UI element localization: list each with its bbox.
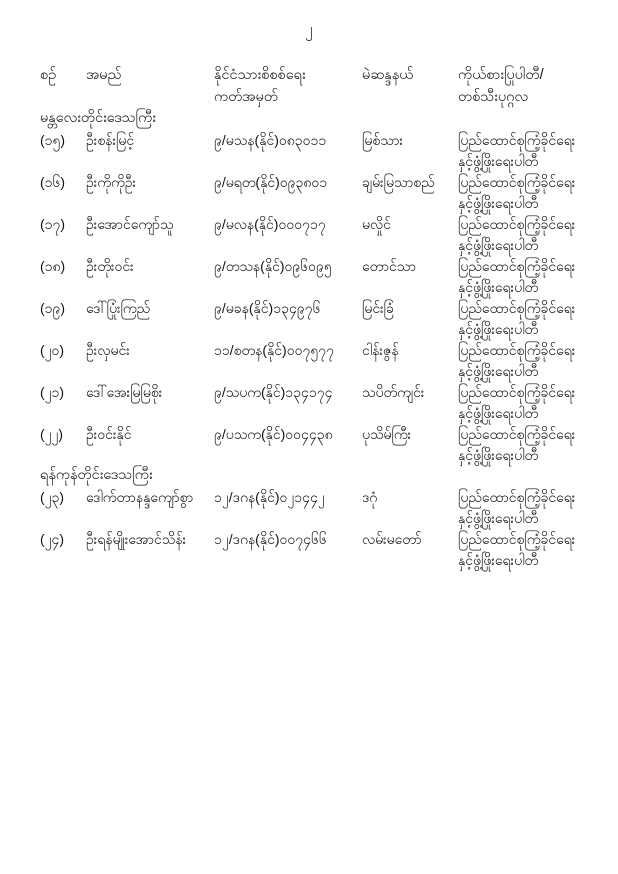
row-party-line1: ပြည်ထောင်စုကြံ့ခိုင်ရေး [458,488,576,505]
row-party [458,172,578,214]
column-header-constituency: မဲဆန္ဒနယ် [362,67,414,83]
row-constituency: ငါန်းဇွန် [362,341,399,358]
row-party [458,340,578,382]
row-party-line1: ပြည်ထောင်စုကြံ့ခိုင်ရေး [458,530,576,547]
row-nrc: ၉/မခန(နိုင်)၁၃၄၉၇၆ [214,299,321,316]
table-row [40,172,578,214]
row-party [458,424,578,466]
row-nrc: ၉/မသန(နိုင်)၀၈၃၀၁၁ [214,131,327,148]
row-number: (၁၉) [40,299,66,316]
row-party [458,298,578,340]
row-nrc: ၉/ပသက(နိုင်)၀၀၄၄၃၈ [214,425,333,442]
row-party-line2: နှင့်ဖွံ့ဖြိုးရေးပါတီ [458,194,539,211]
row-constituency: မလှိုင် [362,215,391,232]
row-party [458,529,578,571]
table-row [40,214,578,256]
section-heading-row [40,109,578,130]
row-name: ဦးအောင်ကျော်သူ [86,215,174,232]
row-nrc: ၁၂/ဒဂန(နိုင်)၀၂၁၄၄၂ [214,488,325,505]
column-header-party [458,64,578,109]
page-number: ၂ [305,21,313,38]
row-constituency: ဒဂုံ [362,488,378,505]
row-party [458,130,578,172]
row-name: ဦးစန်းမြင့် [86,131,135,148]
row-nrc: ၉/တသန(နိုင်)၀၉၆၀၉၅ [214,257,332,274]
row-party-line2: နှင့်ဖွံ့ဖြိုးရေးပါတီ [458,152,539,169]
section-title: ရန်ကုန်တိုင်းဒေသကြီး [40,466,153,483]
row-party-line1: ပြည်ထောင်စုကြံ့ခိုင်ရေး [458,173,576,190]
row-name: ဦးတိုးဝင်း [86,257,134,274]
row-constituency: မြစ်သား [362,131,404,148]
row-party-line1: ပြည်ထောင်စုကြံ့ခိုင်ရေး [458,215,576,232]
row-nrc: ၁၂/ဒဂန(နိုင်)၀၀၇၄၆၆ [214,530,327,547]
row-party-line2: နှင့်ဖွံ့ဖြိုးရေးပါတီ [458,362,539,379]
table-row [40,382,578,424]
table-row [40,298,578,340]
row-name: ဦးရန်မျိုးအောင်သိန်း [86,530,187,547]
row-number: (၂၂) [40,425,64,442]
row-party-line2: နှင့်ဖွံ့ဖြိုးရေးပါတီ [458,446,539,463]
row-name: ဦးလှမင်း [86,341,130,358]
row-party [458,256,578,298]
row-number: (၁၆) [40,173,66,190]
table-body [40,109,578,571]
row-name: ဦးကိုကိုဦး [86,173,137,190]
column-header-party-line2: တစ်သီးပုဂ္ဂလ [458,89,529,106]
row-party-line2: နှင့်ဖွံ့ဖြိုးရေးပါတီ [458,236,539,253]
column-header-no: စဉ် [40,67,57,83]
row-party-line1: ပြည်ထောင်စုကြံ့ခိုင်ရေး [458,383,576,400]
column-header-nrc-line1: နိုင်ငံသားစိစစ်ရေး [214,67,306,83]
row-number: (၂၃) [40,488,65,505]
row-number: (၁၅) [40,131,66,148]
row-constituency: လမ်းမတော် [362,530,422,547]
row-name: ဒေါ်ပြုံးကြည် [86,299,151,316]
row-nrc: ၉/မရတ(နိုင်)၀၉၃၈၀၁ [214,173,328,190]
table-row [40,529,578,571]
row-number: (၂၁) [40,383,65,400]
row-constituency: သပိတ်ကျင်း [362,383,425,400]
row-party-line1: ပြည်ထောင်စုကြံ့ခိုင်ရေး [458,299,576,316]
row-nrc: ၁၁/စတန(နိုင်)၀၀၇၅၇၇ [214,341,334,358]
row-party-line1: ပြည်ထောင်စုကြံ့ခိုင်ရေး [458,131,576,148]
row-party-line1: ပြည်ထောင်စုကြံ့ခိုင်ရေး [458,425,576,442]
row-constituency: မြင်းခြံ [362,299,394,316]
row-constituency: ချမ်းမြသာစည် [362,173,435,190]
row-party [458,487,578,529]
row-number: (၁၇) [40,215,66,232]
table-header [40,64,578,109]
table-row [40,424,578,466]
column-header-nrc [214,64,362,109]
row-party-line2: နှင့်ဖွံ့ဖြိုးရေးပါတီ [458,551,539,568]
column-header-party-line1: ကိုယ်စားပြုပါတီ/ [458,67,544,83]
section-heading-row [40,466,578,487]
row-number: (၂၀) [40,341,65,358]
table-row [40,130,578,172]
row-party-line2: နှင့်ဖွံ့ဖြိုးရေးပါတီ [458,320,539,337]
row-constituency: ပုသိမ်ကြီး [362,425,412,442]
row-constituency: တောင်သာ [362,257,417,274]
section-title: မန္တလေးတိုင်းဒေသကြီး [40,109,156,126]
column-header-name: အမည် [86,67,122,83]
table-header-row [40,64,578,109]
row-number: (၁၈) [40,257,66,274]
row-party [458,382,578,424]
column-header-nrc-line2: ကတ်အမှတ် [214,89,279,106]
row-nrc: ၉/မလန(နိုင်)၀၀၀၇၁၇ [214,215,326,232]
table-row [40,340,578,382]
row-party-line1: ပြည်ထောင်စုကြံ့ခိုင်ရေး [458,341,576,358]
row-party-line2: နှင့်ဖွံ့ဖြိုးရေးပါတီ [458,278,539,295]
row-name: ဒေါက်တာနန္ဒကျော်စွာ [86,488,194,505]
table-row [40,256,578,298]
row-party [458,214,578,256]
candidate-table [40,64,578,571]
table-row [40,487,578,529]
row-name: ဒေါ်အေးမြမြစိုး [86,383,163,400]
row-party-line1: ပြည်ထောင်စုကြံ့ခိုင်ရေး [458,257,576,274]
row-nrc: ၉/သပက(နိုင်)၁၃၄၁၇၄ [214,383,333,400]
row-party-line2: နှင့်ဖွံ့ဖြိုးရေးပါတီ [458,509,539,526]
row-name: ဦးဝင်းနိုင် [86,425,132,442]
row-party-line2: နှင့်ဖွံ့ဖြိုးရေးပါတီ [458,404,539,421]
row-number: (၂၄) [40,530,65,547]
